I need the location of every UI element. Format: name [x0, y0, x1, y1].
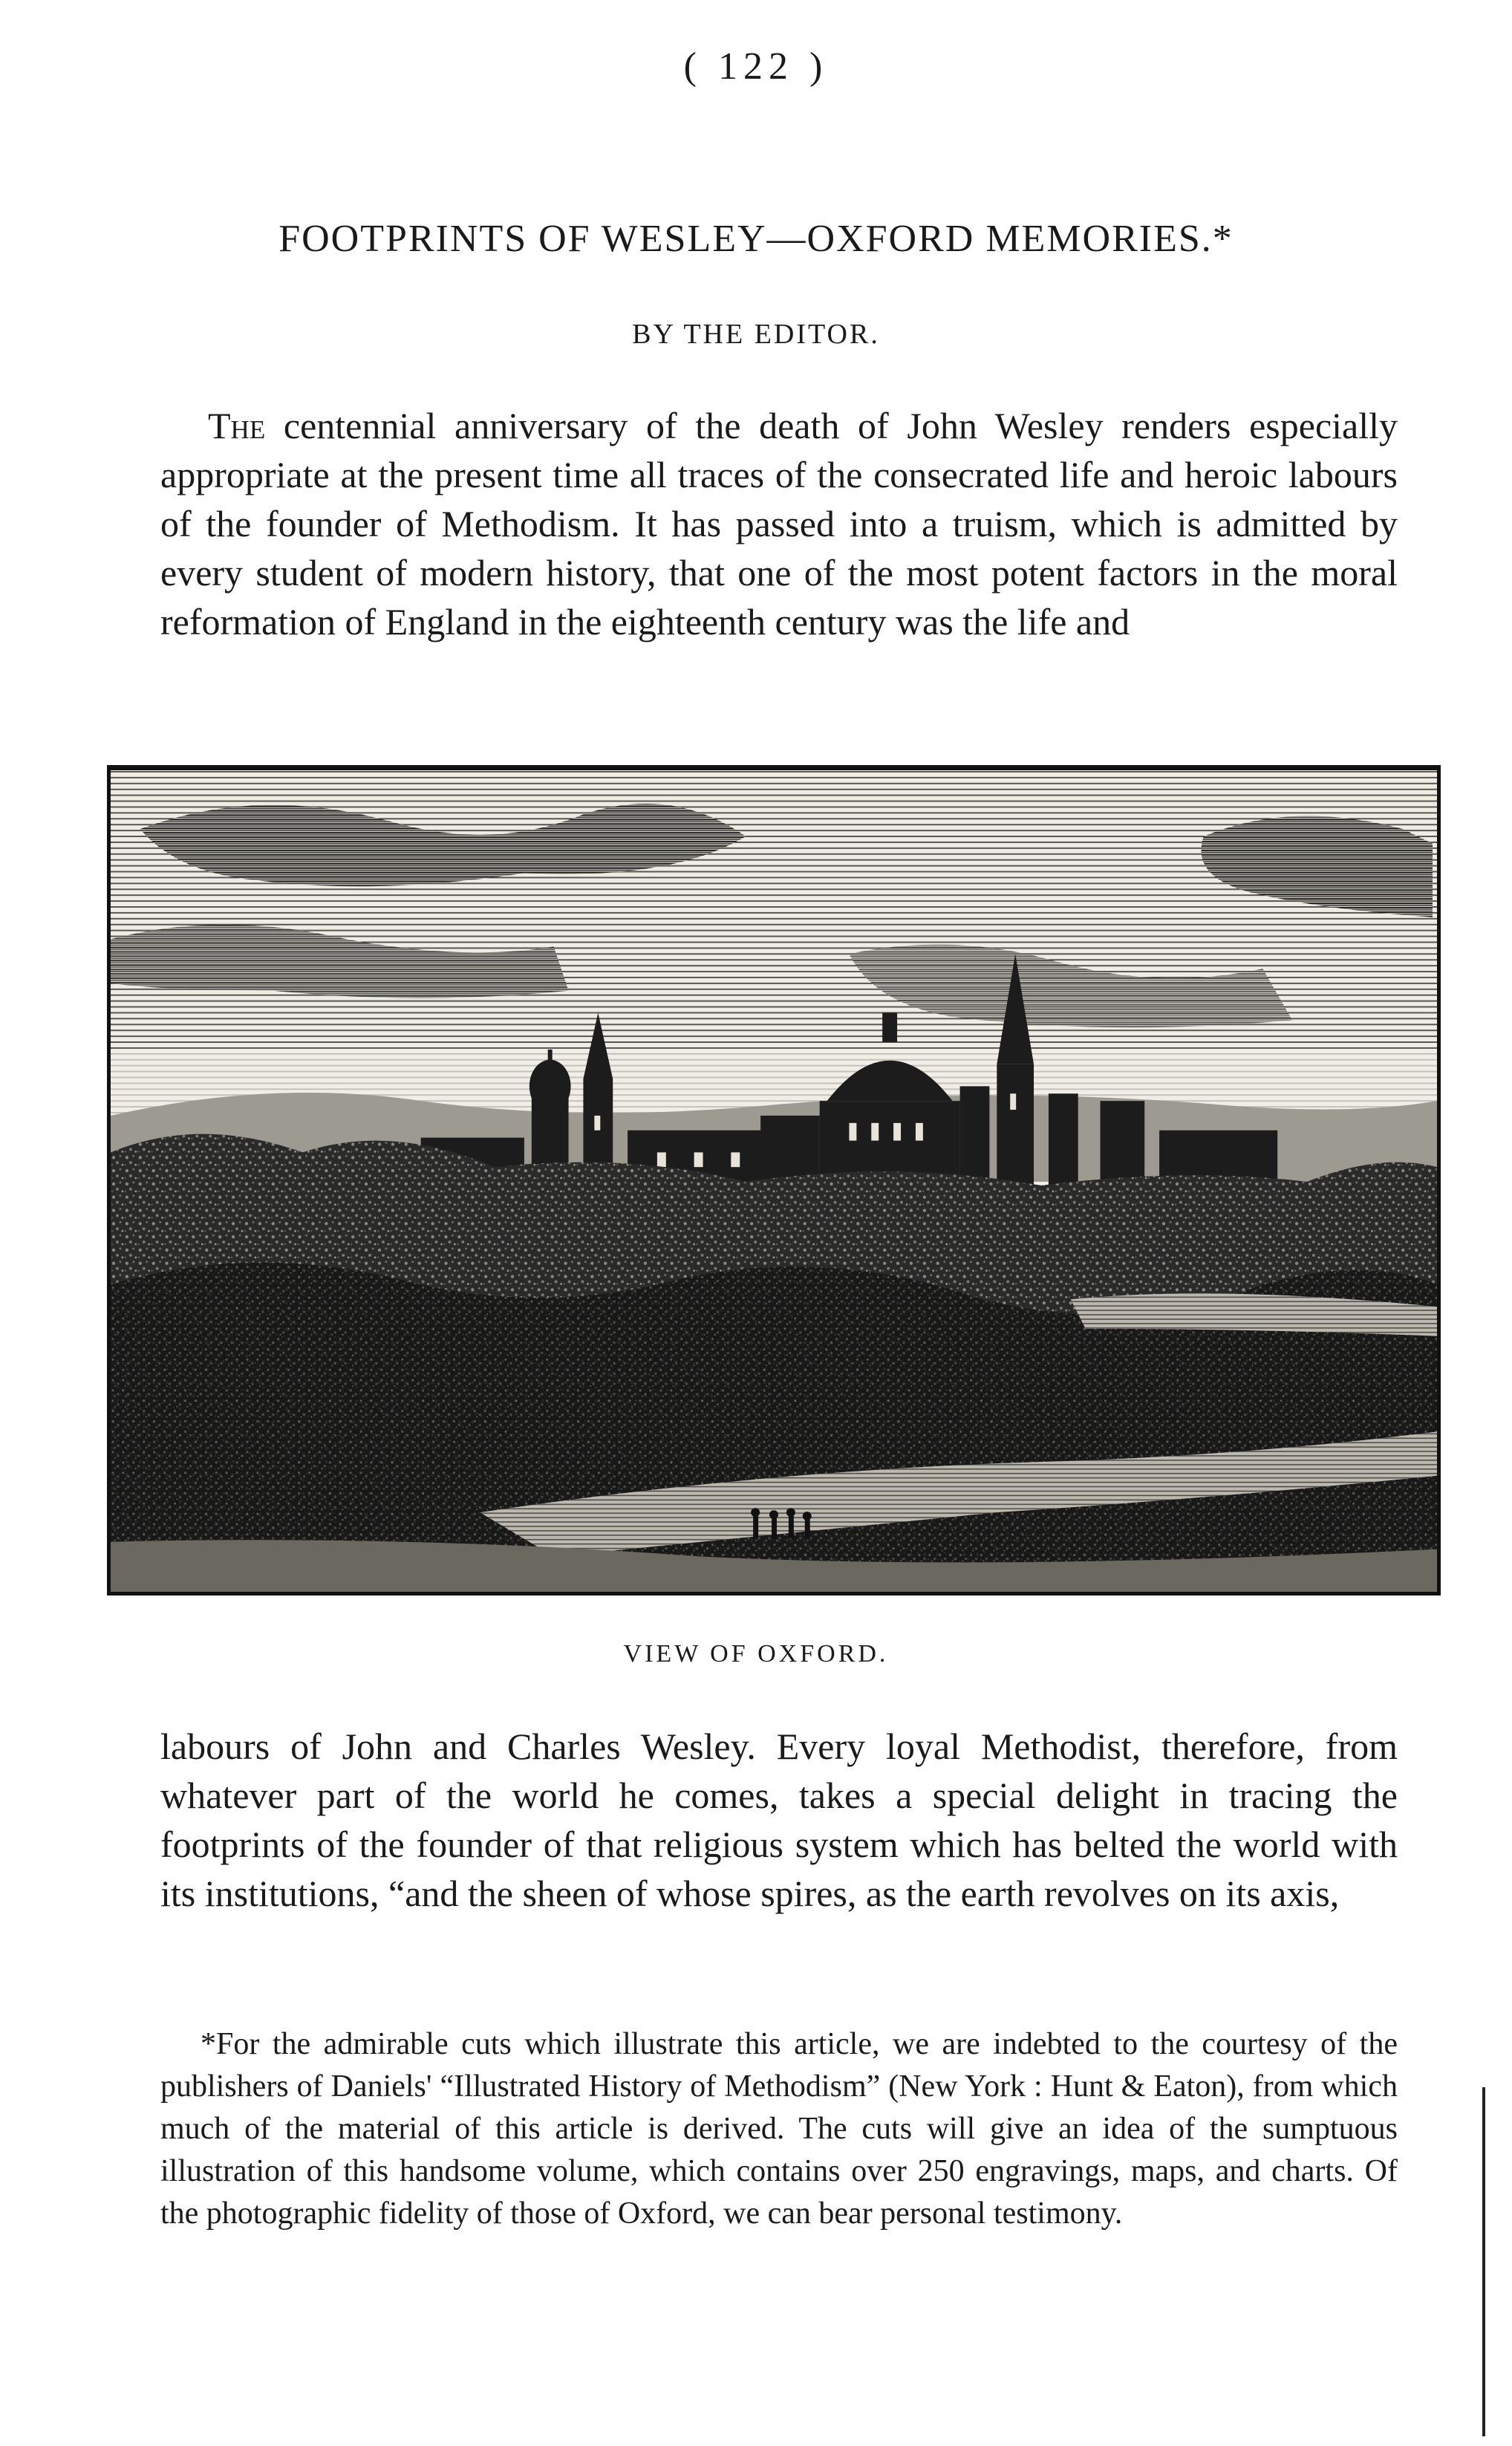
body-paragraph-continued [160, 1722, 1398, 1918]
figure-caption: VIEW OF OXFORD. [623, 1640, 889, 1668]
opening-word: The [208, 405, 266, 446]
oxford-illustration [111, 770, 1437, 1592]
margin-rule [1482, 2087, 1485, 2436]
engraving-view-of-oxford [107, 765, 1441, 1596]
body-paragraph-opening [160, 401, 1398, 646]
article-title: FOOTPRINTS OF WESLEY—OXFORD MEMORIES.* [278, 218, 1234, 260]
page-number: ( 122 ) [683, 45, 829, 88]
paragraph-text: centennial anniversary of the death of John Wesley renders especially appropriate at the present time all traces of the consecrated life and heroic labours of the founder of Methodism. It has passed into a truism, which is admitted by every student of modern history, that one of the most potent factors in the moral reformation of England in the eighteenth century was the life and [160, 405, 1398, 643]
byline: BY THE EDITOR. [632, 319, 880, 350]
paragraph-text: labours of John and Charles Wesley. Every loyal Methodist, therefore, from whatever part of the world he comes, takes a special delight in tracing the footprints of the founder of that religious system which has belted the world with its institutions, “and the sheen of whose spires, as the earth revolves on its axis, [160, 1725, 1398, 1914]
footnote-text: *For the admirable cuts which illustrate this article, we are indebted to the courtesy of the publishers of Daniels' “Illustrated History of Methodism” (New York : Hunt & Eaton), from which much of the material of this article is derived. The cuts will give an idea of the sumptuous illustration of this handsome volume, which contains over 250 engravings, maps, and charts. Of the photographic fidelity of those of Oxford, we can bear personal testimony. [160, 2027, 1398, 2231]
footnote [160, 2023, 1398, 2235]
